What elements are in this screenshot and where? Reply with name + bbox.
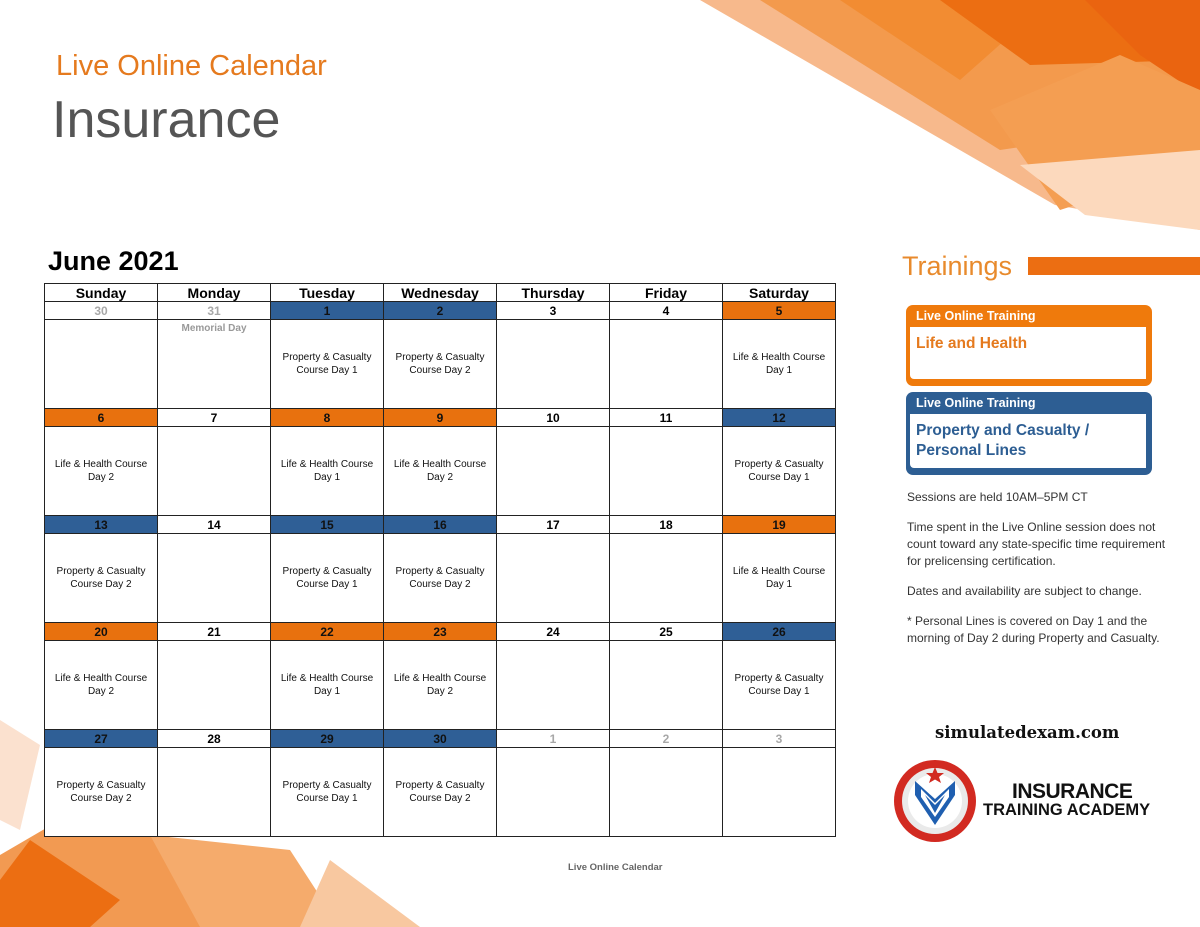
date-number: 30 [45,302,158,320]
trainings-heading: Trainings [902,251,1013,281]
day-cell[interactable] [723,641,836,730]
date-number: 1 [497,730,610,748]
day-cell[interactable] [271,641,384,730]
event-row [45,641,836,730]
legend-card-tag: Live Online Training [916,309,1036,323]
date-number: 24 [497,623,610,641]
course-event[interactable]: Life & Health Course Day 1 [732,352,826,376]
legend-card-property-casualty [906,392,1152,475]
date-number-row [45,730,836,748]
date-number: 9 [384,409,497,427]
date-number: 15 [271,516,384,534]
date-number: 26 [723,623,836,641]
course-event[interactable]: Property & Casualty Course Day 2 [395,566,485,590]
course-event[interactable]: Property & Casualty Course Day 2 [395,352,485,376]
date-number: 28 [158,730,271,748]
day-cell[interactable] [271,748,384,837]
date-number: 21 [158,623,271,641]
legend-card-name: Property and Casualty / Personal Lines [910,414,1146,468]
day-cell[interactable] [158,320,271,409]
date-number: 2 [610,730,723,748]
course-event[interactable]: Life & Health Course Day 2 [54,673,148,697]
weekday-header: Sunday [45,284,158,302]
weekday-header: Saturday [723,284,836,302]
date-number: 1 [271,302,384,320]
course-event[interactable]: Property & Casualty Course Day 2 [395,780,485,804]
calendar-grid [44,283,836,837]
weekday-header: Tuesday [271,284,384,302]
calendar-kicker: Live Online Calendar [56,50,327,82]
date-number-row [45,623,836,641]
course-event[interactable]: Life & Health Course Day 1 [280,459,374,483]
weekday-header: Wednesday [384,284,497,302]
day-cell[interactable] [271,534,384,623]
date-number: 2 [384,302,497,320]
day-cell[interactable] [271,427,384,516]
day-cell[interactable] [158,427,271,516]
day-cell[interactable] [158,534,271,623]
course-event[interactable]: Life & Health Course Day 2 [54,459,148,483]
day-cell[interactable] [723,534,836,623]
course-event[interactable]: Property & Casualty Course Day 1 [282,352,372,376]
weekday-header-row [45,284,836,302]
session-hours-text: Sessions are held 10AM–5PM CT [907,490,1088,504]
date-number: 4 [610,302,723,320]
date-number: 25 [610,623,723,641]
event-row [45,748,836,837]
date-number: 13 [45,516,158,534]
day-cell[interactable] [45,320,158,409]
date-number: 11 [610,409,723,427]
date-number-row [45,409,836,427]
day-cell[interactable] [45,427,158,516]
date-number: 19 [723,516,836,534]
date-number: 30 [384,730,497,748]
availability-note: Dates and availability are subject to change. [907,584,1142,598]
date-number: 20 [45,623,158,641]
date-number: 14 [158,516,271,534]
personal-lines-note: * Personal Lines is covered on Day 1 and the morning of Day 2 during Property and Casualty. [907,614,1160,645]
weekday-header: Monday [158,284,271,302]
website-link[interactable]: simulatedexam.com [935,723,1120,742]
course-event[interactable]: Property & Casualty Course Day 1 [282,780,372,804]
footer-text: Live Online Calendar [568,862,663,873]
date-number: 22 [271,623,384,641]
day-cell[interactable] [497,427,610,516]
day-cell[interactable] [384,427,497,516]
legend-card-life-health [906,305,1152,386]
event-row [45,320,836,409]
day-cell[interactable] [384,748,497,837]
date-number: 7 [158,409,271,427]
day-cell[interactable] [45,534,158,623]
day-cell[interactable] [384,641,497,730]
day-cell[interactable] [610,427,723,516]
day-cell[interactable] [45,641,158,730]
course-event[interactable]: Life & Health Course Day 2 [393,673,487,697]
day-cell[interactable] [497,748,610,837]
date-number: 8 [271,409,384,427]
date-number: 10 [497,409,610,427]
brand-name-line2: TRAINING ACADEMY [983,801,1151,819]
date-number: 6 [45,409,158,427]
date-number: 5 [723,302,836,320]
date-number: 12 [723,409,836,427]
date-number: 3 [723,730,836,748]
day-cell[interactable] [610,641,723,730]
day-cell[interactable] [610,748,723,837]
month-title: June 2021 [48,246,179,276]
brand-name-line1: INSURANCE [1012,780,1133,803]
day-cell[interactable] [271,320,384,409]
legend-card-tag: Live Online Training [916,396,1036,410]
time-disclaimer-text: Time spent in the Live Online session does not count toward any state-specific time requirement for prelicensing certification. [907,520,1166,568]
holiday-label: Memorial Day [181,323,247,334]
legend-card-name: Life and Health [910,327,1146,379]
event-row [45,427,836,516]
day-cell[interactable] [610,534,723,623]
date-number: 23 [384,623,497,641]
course-event[interactable]: Property & Casualty Course Day 1 [734,673,824,697]
weekday-header: Friday [610,284,723,302]
course-event[interactable]: Property & Casualty Course Day 2 [56,566,146,590]
weekday-header: Thursday [497,284,610,302]
day-cell[interactable] [45,748,158,837]
date-number: 3 [497,302,610,320]
date-number-row [45,516,836,534]
course-event[interactable]: Life & Health Course Day 1 [732,566,826,590]
trainings-accent-bar [1028,257,1200,275]
day-cell[interactable] [158,748,271,837]
day-cell[interactable] [610,320,723,409]
date-number: 27 [45,730,158,748]
date-number: 18 [610,516,723,534]
day-cell[interactable] [723,748,836,837]
day-cell[interactable] [723,320,836,409]
day-cell[interactable] [497,534,610,623]
date-number: 29 [271,730,384,748]
day-cell[interactable] [497,320,610,409]
course-event[interactable]: Life & Health Course Day 1 [280,673,374,697]
date-number: 16 [384,516,497,534]
event-row [45,534,836,623]
course-event[interactable]: Property & Casualty Course Day 2 [56,780,146,804]
date-number: 17 [497,516,610,534]
course-event[interactable]: Life & Health Course Day 2 [393,459,487,483]
course-event[interactable]: Property & Casualty Course Day 1 [282,566,372,590]
day-cell[interactable] [384,534,497,623]
page-title: Insurance [52,91,281,149]
course-event[interactable]: Property & Casualty Course Day 1 [734,459,824,483]
day-cell[interactable] [723,427,836,516]
day-cell[interactable] [384,320,497,409]
day-cell[interactable] [497,641,610,730]
date-number: 31 [158,302,271,320]
academy-logo-icon [893,759,981,847]
date-number-row [45,302,836,320]
day-cell[interactable] [158,641,271,730]
